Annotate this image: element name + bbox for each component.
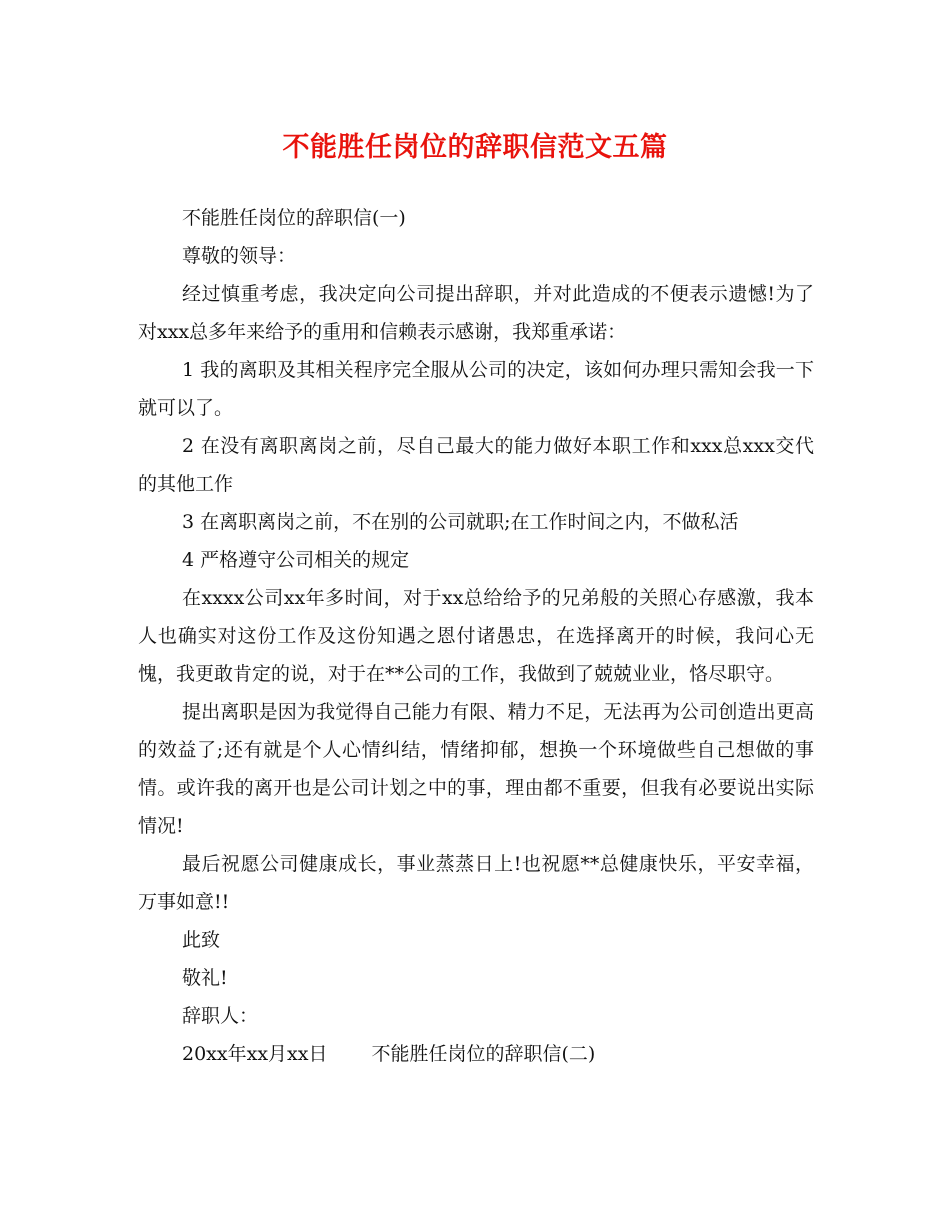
paragraph-reason: 提出离职是因为我觉得自己能力有限、精力不足，无法再为公司创造出更高的效益了;还有就是个人心情纠结，情绪抑郁，想换一个环境做些自己想做的事情。或许我的离开也是公司计划之中的事，理由都不重要，但我有必要说出实际情况! [138, 701, 814, 837]
document-title: 不能胜任岗位的辞职信范文五篇 [282, 132, 668, 163]
paragraph-wishes: 最后祝愿公司健康成长，事业蒸蒸日上!也祝愿**总健康快乐，平安幸福，万事如意!! [138, 853, 814, 913]
paragraph-intro: 经过慎重考虑，我决定向公司提出辞职，并对此造成的不便表示遗憾!为了对xxx总多年来给予的重用和信赖表示感谢，我郑重承诺： [138, 283, 814, 343]
date-line [138, 1035, 814, 1073]
signature-label: 辞职人： [182, 1005, 259, 1027]
promise-item-4: 4 严格遵守公司相关的规定 [182, 549, 410, 571]
letter-date: 20xx年xx月xx日 [182, 1043, 328, 1065]
promise-item-3: 3 在离职离岗之前，不在别的公司就职;在工作时间之内，不做私活 [182, 511, 739, 533]
section-heading-1: 不能胜任岗位的辞职信(一) [182, 207, 406, 229]
promise-item-1: 1 我的离职及其相关程序完全服从公司的决定，该如何办理只需知会我一下就可以了。 [138, 359, 814, 419]
section-heading-2: 不能胜任岗位的辞职信(二) [371, 1043, 596, 1065]
closing-cizhi: 此致 [182, 929, 221, 951]
paragraph-gratitude: 在xxxx公司xx年多时间，对于xx总给给予的兄弟般的关照心存感激，我本人也确实对这份工作及这份知遇之恩付诸愚忠，在选择离开的时候，我问心无愧，我更敢肯定的说，对于在**公司的工作，我做到了兢兢业业，恪尽职守。 [138, 587, 814, 685]
salutation: 尊敬的领导： [182, 245, 297, 267]
closing-jingli: 敬礼! [182, 967, 228, 989]
document-body [138, 199, 814, 1073]
promise-item-2: 2 在没有离职离岗之前，尽自己最大的能力做好本职工作和xxx总xxx交代的其他工作 [138, 435, 814, 495]
